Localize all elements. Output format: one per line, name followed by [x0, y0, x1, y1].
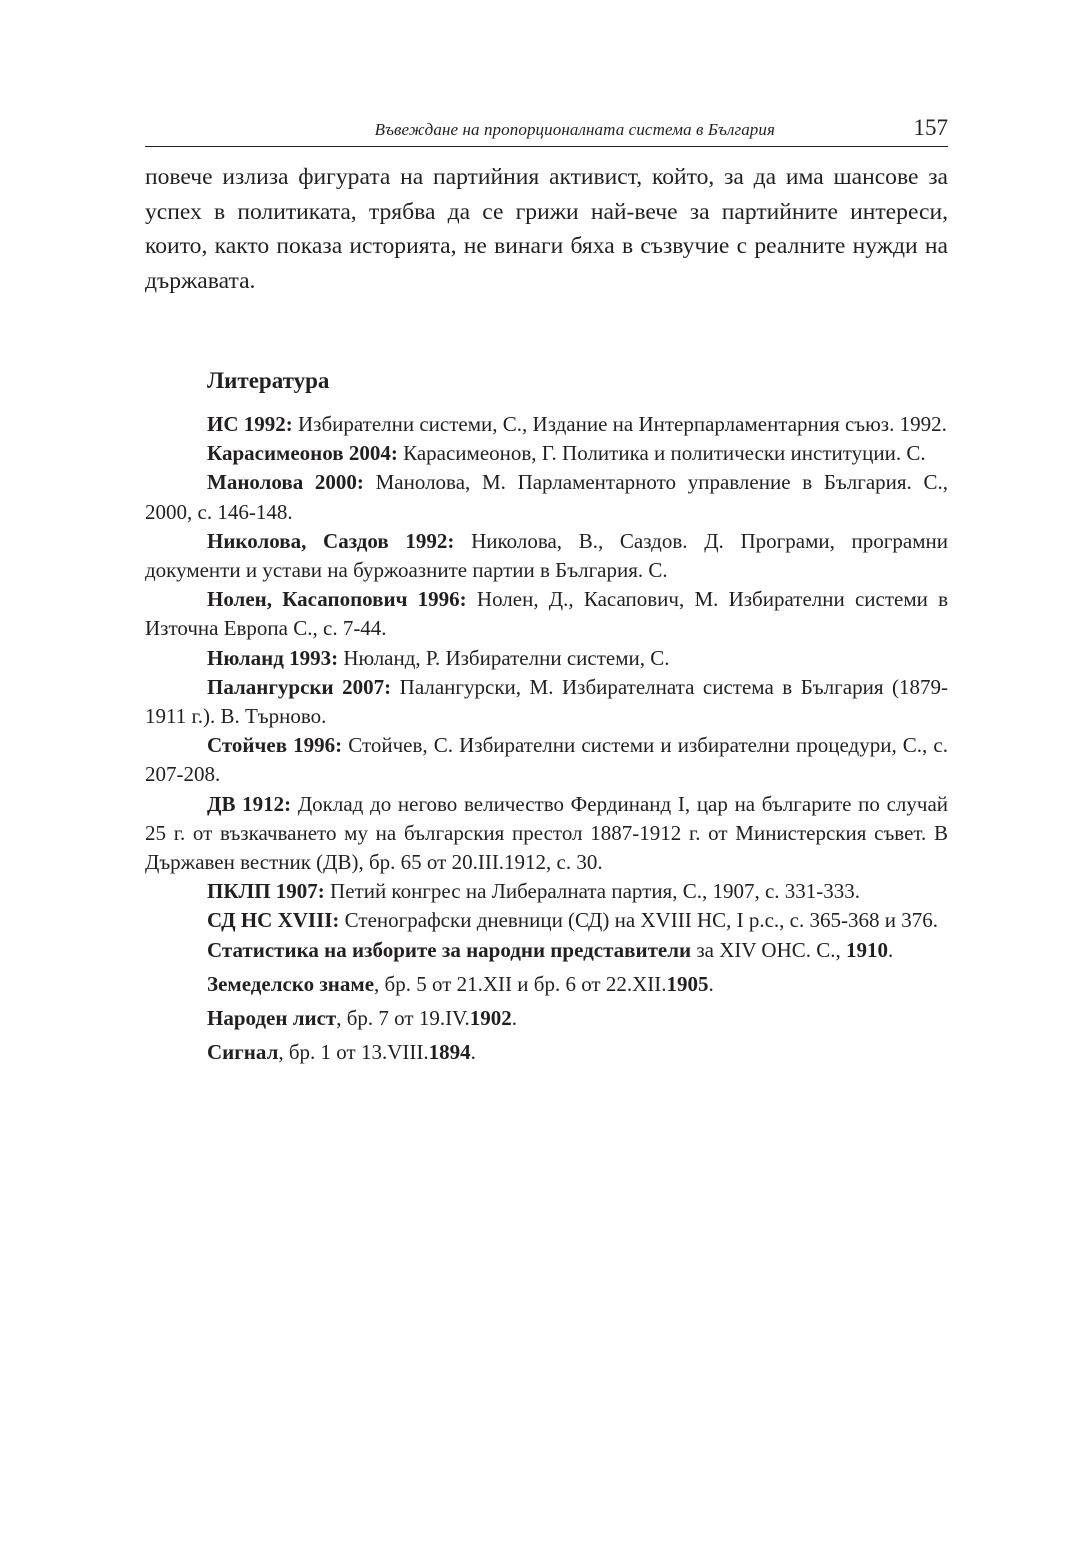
reference-text: Палангурски, М. Избирателната система в България (1879-1911 г.). В. Търново.	[145, 674, 948, 729]
source-details: за XIV ОНС. С.,	[691, 937, 847, 962]
reference-key: ДВ 1912:	[207, 791, 292, 816]
reference-entry	[145, 790, 948, 878]
reference-text: Николова, В., Саздов. Д. Програми, програмни документи и устави на буржоазните партии в България. С.	[145, 528, 948, 583]
source-entry	[145, 1038, 948, 1067]
source-details: , бр. 1 от 13.VIII.	[278, 1040, 429, 1065]
reference-text: Петий конгрес на Либералната партия, С., 1907, с. 331-333.	[324, 879, 861, 904]
reference-entry	[145, 410, 948, 439]
reference-entry	[145, 585, 948, 643]
reference-key: СД НС XVIII:	[207, 908, 340, 933]
source-tail: .	[511, 1006, 518, 1031]
source-year: 1894	[428, 1040, 471, 1065]
source-tail: .	[888, 937, 894, 962]
reference-text: Карасимеонов, Г. Политика и политически институции. С.	[397, 441, 926, 466]
source-tail: .	[470, 1040, 476, 1065]
source-title: Народен лист	[207, 1006, 337, 1031]
reference-entry	[145, 731, 948, 789]
reference-text: Избирателни системи, С., Издание на Интерпарламентарния съюз. 1992.	[292, 412, 947, 436]
running-header	[145, 112, 948, 147]
reference-entry	[145, 906, 948, 935]
source-tail: .	[708, 971, 714, 996]
reference-key: Карасимеонов 2004:	[207, 441, 398, 466]
source-year: 1910	[846, 937, 889, 962]
reference-text: Доклад до негово величество Фердинанд I, цар на българите по случай 25 г. от възкачването му на българския престол 1887-1912 г. от Министерския съвет. В Държавен вестник (ДВ), бр. 65 от 20.III.1912, с. 30.	[145, 791, 949, 875]
reference-entry	[145, 877, 948, 906]
reference-list	[145, 410, 948, 1067]
reference-entry	[145, 644, 948, 673]
source-title: Статистика на изборите за народни представители	[207, 937, 692, 962]
reference-text: Нюланд, Р. Избирателни системи, С.	[338, 645, 670, 670]
source-title: Земеделско знаме	[207, 971, 375, 996]
source-year: 1905	[666, 971, 709, 996]
literature-heading: Литература	[207, 368, 330, 393]
reference-text: Манолова, М. Парламентарното управление в България. С., 2000, с. 146-148.	[145, 470, 948, 524]
reference-text: Стойчев, С. Избирателни системи и избирателни процедури, С., с. 207-208.	[145, 733, 948, 787]
reference-text: Нолен, Д., Касапович, М. Избирателни системи в Източна Европа С., с. 7-44.	[145, 587, 948, 641]
reference-key: Николова, Саздов 1992:	[207, 528, 455, 553]
page-number: 157	[913, 115, 948, 140]
reference-entry	[145, 468, 948, 526]
reference-key: Манолова 2000:	[207, 470, 364, 495]
source-details: , бр. 5 от 21.XII и бр. 6 от 22.XII.	[374, 971, 667, 996]
source-entry	[145, 970, 948, 999]
source-year: 1902	[469, 1006, 512, 1031]
body-paragraph: повече излиза фигурата на партийния активист, който, за да има шансове за успех в политиката, трябва да се грижи най-вече за партийните интереси, които, както показа историята, не винаги бяха в съзвучие с реалните нужди на държавата.	[145, 164, 948, 294]
reference-key: Нолен, Касапопович 1996:	[207, 587, 467, 612]
source-details: , бр. 7 от 19.IV.	[336, 1006, 470, 1031]
reference-key: Нюланд 1993:	[207, 645, 339, 670]
reference-entry	[145, 439, 948, 468]
source-title: Сигнал	[207, 1040, 279, 1065]
source-entry	[145, 936, 948, 965]
reference-text: Стенографски дневници (СД) на XVIII НС, I р.с., с. 365-368 и 376.	[339, 908, 938, 933]
source-entry	[145, 1004, 948, 1033]
reference-key: ИС 1992:	[207, 412, 293, 436]
running-title: Въвеждане на пропорционалната система в България	[374, 120, 775, 139]
reference-key: Палангурски 2007:	[207, 674, 392, 699]
reference-entry	[145, 673, 948, 731]
reference-key: ПКЛП 1907:	[207, 879, 325, 904]
reference-entry	[145, 527, 948, 585]
reference-key: Стойчев 1996:	[207, 733, 343, 758]
document-page	[145, 112, 948, 1067]
